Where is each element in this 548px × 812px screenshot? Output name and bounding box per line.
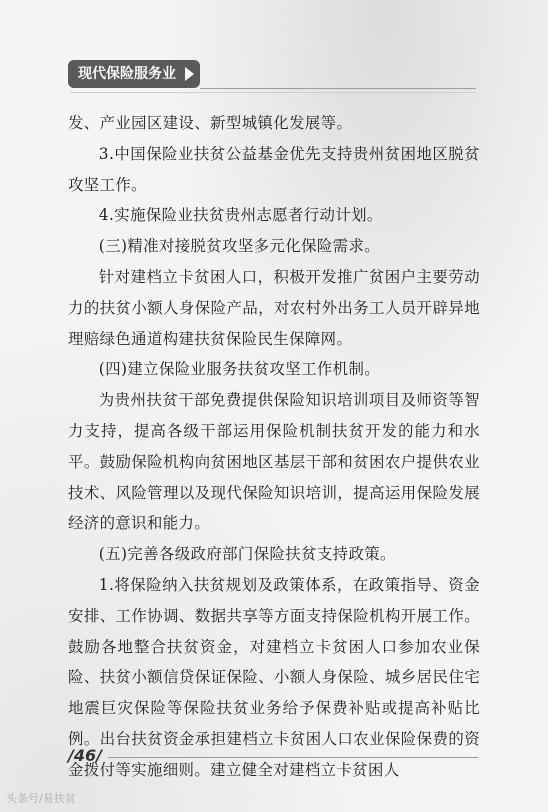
paragraph-3: 4.实施保险业扶贫贵州志愿者行动计划。 <box>98 206 383 225</box>
paragraph-8: (五)完善各级政府部门保险扶贫支持政策。 <box>98 545 396 564</box>
header-divider-secondary <box>70 92 476 93</box>
paragraph-2: 3.中国保险业扶贫公益基金优先支持贵州贫困地区脱贫攻坚工作。 <box>68 144 480 194</box>
watermark: 头条号/易扶贫 <box>6 792 76 805</box>
body-text <box>68 108 480 786</box>
paragraph-1: 发、产业园区建设、新型城镇化发展等。 <box>68 114 353 132</box>
paragraph-5: 针对建档立卡贫困人口，积极开发推广贫困户主要劳动力的扶贫小额人身保险产品，对农村外出务工人员开辟异地理赔绿色通道构建扶贫保险民生保障网。 <box>68 267 480 348</box>
section-header-tag <box>68 60 200 88</box>
arrow-right-icon <box>185 67 194 81</box>
header-divider <box>200 88 476 89</box>
paragraph-4: (三)精准对接脱贫攻坚多元化保险需求。 <box>98 237 381 256</box>
paragraph-6: (四)建立保险业服务扶贫攻坚工作机制。 <box>98 360 381 379</box>
section-header-label: 现代保险服务业 <box>78 66 176 82</box>
paragraph-7: 为贵州扶贫干部免费提供保险知识培训项目及师资等智力支持，提高各级干部运用保险机制扶贫开发的能力和水平。鼓励保险机构向贫困地区基层干部和贫困农户提供农业技术、风险管理以及现代保险知识培训，提高运用保险发展经济的意识和能力。 <box>68 391 480 533</box>
paragraph-9: 1.将保险纳入扶贫规划及政策体系，在政策指导、资金安排、工作协调、数据共享等方面支持保险机构开展工作。鼓励各地整合扶贫资金，对建档立卡贫困人口参加农业保险、扶贫小额信贷保证保险、小额人身保险、城乡居民住宅地震巨灾保险等保险扶贫业务给予保费补贴或提高补贴比例。出台扶贫资金承担建档立卡贫困人口农业保险保费的资金拨付等实施细则。建立健全对建档立卡贫困人 <box>68 575 480 779</box>
page-number: /46/ <box>68 746 102 765</box>
footer-divider <box>108 757 478 758</box>
